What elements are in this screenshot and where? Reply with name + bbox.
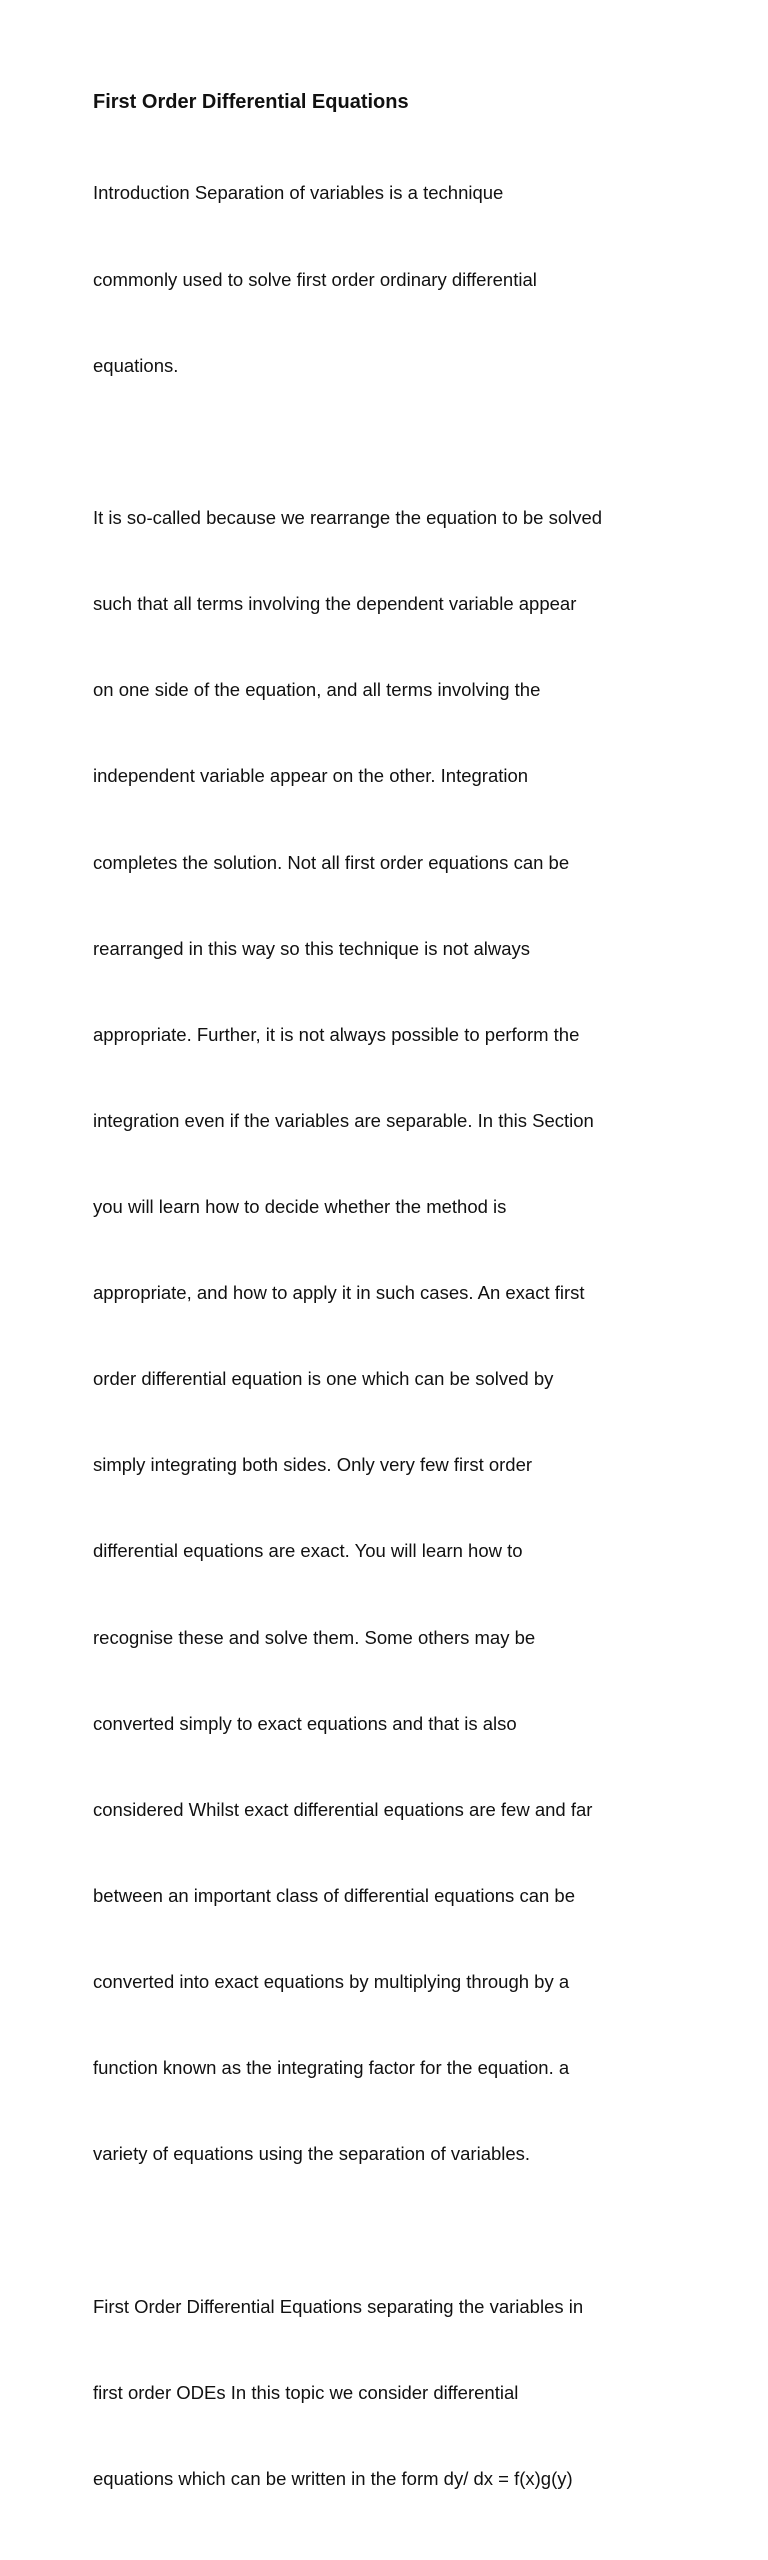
paragraph-line: recognise these and solve them. Some others may be — [93, 1626, 536, 1648]
paragraph-line: independent variable appear on the other. Integration — [93, 765, 529, 787]
paragraph-line: Introduction Separation of variables is a technique — [93, 182, 504, 204]
document-title: First Order Differential Equations — [93, 91, 409, 113]
paragraph-line: converted simply to exact equations and that is also — [93, 1712, 517, 1734]
paragraph-separation-explanation — [93, 447, 683, 2227]
paragraph-line: simply integrating both sides. Only very few first order — [93, 1454, 533, 1476]
paragraph-introduction — [93, 122, 683, 438]
paragraph-line: order differential equation is one which can be solved by — [93, 1368, 554, 1390]
paragraph-line: appropriate, and how to apply it in such cases. An exact first — [93, 1282, 585, 1304]
paragraph-line: considered Whilst exact differential equations are few and far — [93, 1798, 593, 1820]
paragraph-line: equations. — [93, 354, 179, 376]
paragraph-separating-variables — [93, 2235, 683, 2551]
paragraph-line: such that all terms involving the dependent variable appear — [93, 593, 577, 615]
paragraph-line: integration even if the variables are separable. In this Section — [93, 1109, 594, 1131]
paragraph-line: differential equations are exact. You will learn how to — [93, 1540, 523, 1562]
paragraph-line: on one side of the equation, and all terms involving the — [93, 679, 541, 701]
paragraph-line: converted into exact equations by multiplying through by a — [93, 1971, 570, 1992]
paragraph-line: between an important class of differential equations can be — [93, 1884, 575, 1906]
paragraph-line: variety of equations using the separation of variables. — [93, 2143, 531, 2165]
paragraph-line: completes the solution. Not all first order equations can be — [93, 851, 570, 873]
paragraph-line: It is so-called because we rearrange the equation to be solved — [93, 507, 603, 529]
paragraph-line: commonly used to solve first order ordinary differential — [93, 268, 537, 290]
paragraph-line: first order ODEs In this topic we consider differential — [93, 2381, 519, 2403]
document-body — [93, 88, 683, 2560]
paragraph-line: rearranged in this way so this technique is not always — [93, 937, 531, 959]
paragraph-line: you will learn how to decide whether the method is — [93, 1196, 507, 1218]
paragraph-line: equations which can be written in the form dy/ dx = f(x)g(y) — [93, 2467, 573, 2489]
paragraph-line: function known as the integrating factor for the equation. a — [93, 2057, 570, 2079]
paragraph-line: appropriate. Further, it is not always possible to perform the — [93, 1023, 580, 1045]
paragraph-line: First Order Differential Equations separating the variables in — [93, 2295, 584, 2317]
